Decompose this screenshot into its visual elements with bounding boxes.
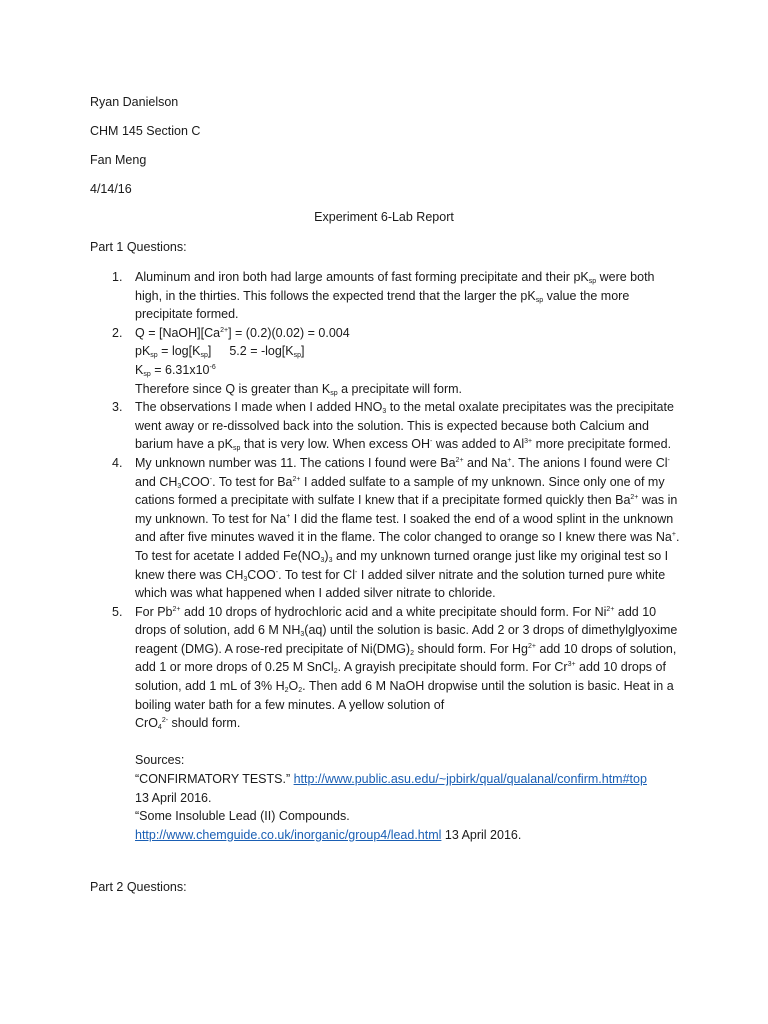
source-1-date: 13 April 2016. xyxy=(135,790,212,805)
equation-line: $Q = [NaOH][Ca^{2+}] = (0.2)(0.02) = 0.004$ xyxy=(135,325,350,340)
question-3: 3. The observations I made when I added $HNO_3$ to the metal oxalate precipitates was the precipitate went away or re-dissolved back into the solution. This is expected because both Calcium and barium have a $pK_{sp}$ that is very low. When excess OH- was added to $Al^{3+}$ more precipitate formed. xyxy=(112,400,674,453)
list-number: 5. xyxy=(112,604,123,619)
sources-section xyxy=(135,751,680,844)
part2-heading: Part 2 Questions: xyxy=(90,880,187,894)
list-number: 2. xyxy=(112,325,123,340)
source-1-link[interactable]: http://www.public.asu.edu/~jpbirk/qual/qualanal/confirm.htm#top xyxy=(293,772,647,787)
list-number: 4. xyxy=(112,455,123,470)
chromate-line: CrO$_4^{2-}$ should form. xyxy=(135,716,241,732)
questions-list xyxy=(90,268,680,844)
question-5: 5. For $Pb^{2+}$ add 10 drops of hydrochloric acid and a white precipitate should form. For $Ni^{2+}$ add 10 drops of solution, add 6 M $NH_3(aq)$ until the solution is basic. Add 2 or 3 drops of dimethylglyoxime reagent (DMG). A rose-red precipitate of $Ni(DMG)_2$ should form. For $Hg^{2+}$ add 10 drops of solution, add 1 or more drops of 0.25 M SnCl$_2$. A grayish precipitate should form. For $Cr^{3+}$ add 10 drops of solution, add 1 mL of 3% $H_2O_2$. Then add 6 M NaOH dropwise until the solution is basic. Heat in a boiling water bath for a few minutes. A yellow solution of CrO$_4^{2-}$ should form. Sources: “CONFIRMATORY TESTS.” http://www.public.asu.edu/~jpbirk/qual/qualanal/confirm.htm#top 13 April 2016. “Some Insoluble Lead (II) Compounds. http://www.chemguide.co.uk/inorganic/group4/lead.html 13 April 2016. xyxy=(90,603,680,845)
list-number: 3. xyxy=(112,400,123,415)
question-4: 4. My unknown number was 11. The cations I found were $Ba^{2+}$ and Na+. The anions I found were Cl- and $CH_3COO^-$. To test for $Ba^{2+}$ I added sulfate to a sample of my unknown. Since only one of my cations formed a precipitate with sulfate I knew that if a precipitate formed quickly then $Ba^{2+}$ was in my unknown. To test for Na+ I did the flame test. I soaked the end of a wood splint in the unknown and after five minutes waved it in the flame. The color changed to orange so I knew there was Na+. To test for acetate I added $Fe(NO_3)_3$ and my unknown turned orange just like my original test so I knew there was $CH_3COO^-$. To test for Cl- I added silver nitrate and the solution turned pure white which was what happened when I added silver nitrate to chloride. xyxy=(112,455,680,601)
report-title: Experiment 6-Lab Report xyxy=(314,210,454,224)
question-1: 1. Aluminum and iron both had large amounts of fast forming precipitate and their $pK_{sp}$ were both high, in the thirties. This follows the expected trend that the larger the $pK_{sp}$ value the more precipitate formed. xyxy=(112,270,655,322)
source-2-line: http://www.chemguide.co.uk/inorganic/group4/lead.html 13 April 2016. xyxy=(135,827,522,842)
source-2-link[interactable]: http://www.chemguide.co.uk/inorganic/group4/lead.html xyxy=(135,827,442,842)
part1-heading: Part 1 Questions: xyxy=(90,240,187,254)
equation-line: $pK_{sp} = \log[K_{sp}] 5.2 = -\log[K_{sp}]$ xyxy=(135,344,305,360)
course-name: CHM 145 Section C xyxy=(90,124,201,138)
sources-label: Sources: xyxy=(135,753,185,768)
conclusion-line: Therefore since Q is greater than $K_{sp}$ a precipitate will form. xyxy=(135,381,462,397)
instructor-name: Fan Meng xyxy=(90,153,147,167)
equation-line: $K_{sp} = 6.31x10^{-6}$ xyxy=(135,362,216,378)
source-1: “CONFIRMATORY TESTS.” http://www.public.asu.edu/~jpbirk/qual/qualanal/confirm.htm#top xyxy=(135,772,647,787)
question-2 xyxy=(90,324,680,398)
list-number: 1. xyxy=(112,270,123,284)
report-date: 4/14/16 xyxy=(90,182,132,196)
author-name: Ryan Danielson xyxy=(90,95,179,109)
source-2: “Some Insoluble Lead (II) Compounds. xyxy=(135,809,350,824)
